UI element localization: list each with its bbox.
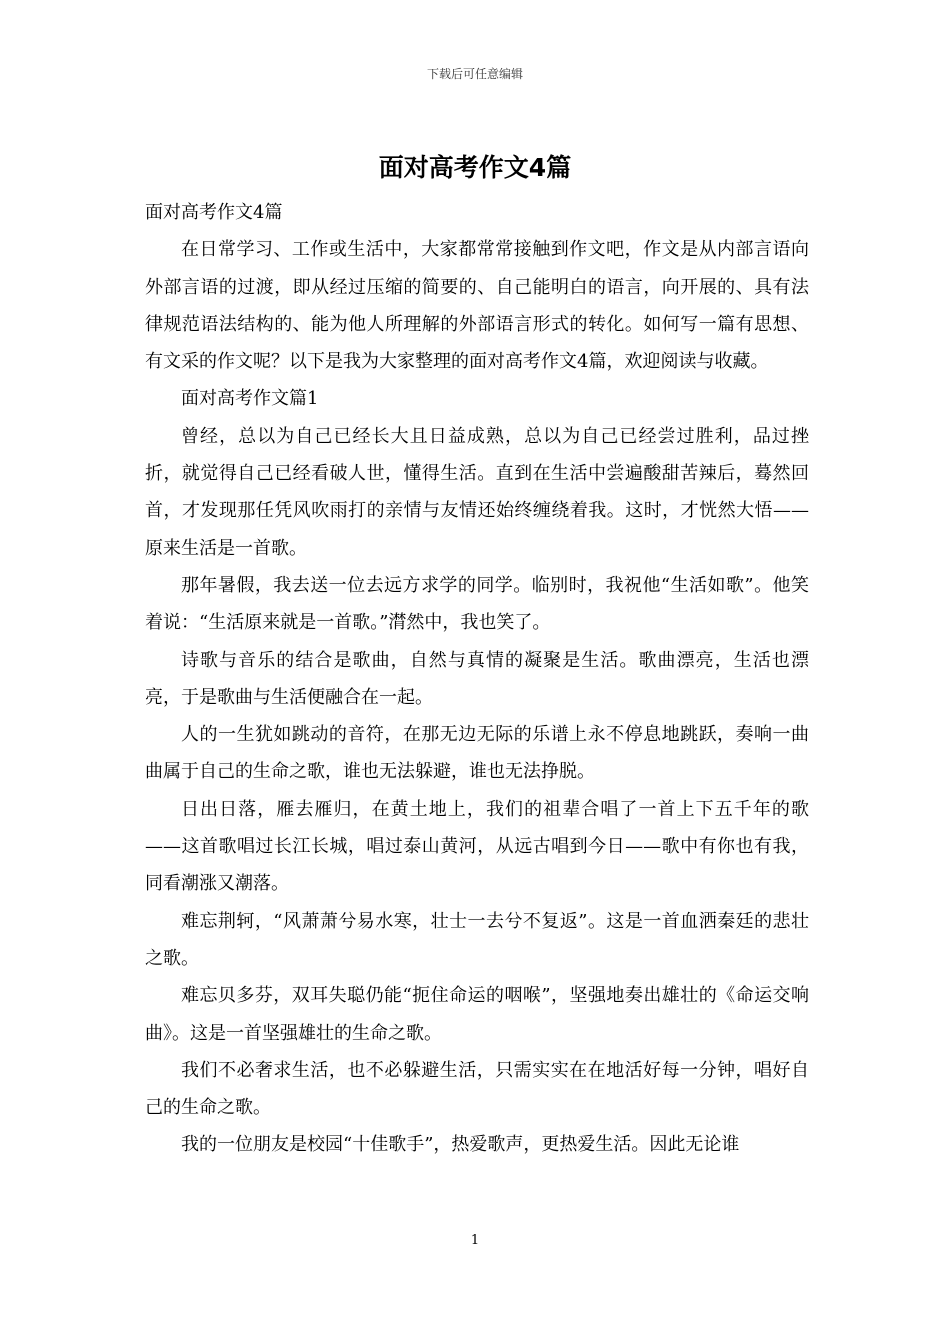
paragraph: 我们不必奢求生活，也不必躲避生活，只需实实在在地活好每一分钟，唱好自己的生命之歌。 — [145, 1059, 809, 1119]
document-body — [145, 194, 809, 1164]
document-title: 面对高考作文4篇 — [378, 153, 572, 182]
paragraph-subtitle: 面对高考作文4篇 — [145, 202, 283, 223]
paragraph-section-heading: 面对高考作文篇1 — [181, 388, 319, 410]
paragraph: 日出日落，雁去雁归，在黄土地上，我们的祖辈合唱了一首上下五千年的歌——这首歌唱过长江长城，唱过泰山黄河，从远古唱到今日——歌中有你也有我，同看潮涨又潮落。 — [145, 798, 809, 895]
paragraph: 难忘贝多芬，双耳失聪仍能“扼住命运的咽喉”，坚强地奏出雄壮的《命运交响曲》。这是一首坚强雄壮的生命之歌。 — [145, 985, 809, 1044]
paragraph: 诗歌与音乐的结合是歌曲，自然与真情的凝聚是生活。歌曲漂亮，生活也漂亮，于是歌曲与生活便融合在一起。 — [145, 649, 809, 708]
page-header: 下载后可任意编辑 — [426, 67, 523, 81]
paragraph: 难忘荆轲，“风萧萧兮易水寒，壮士一去兮不复返”。这是一首血洒秦廷的悲壮之歌。 — [145, 910, 809, 969]
paragraph: 人的一生犹如跳动的音符，在那无边无际的乐谱上永不停息地跳跃，奏响一曲曲属于自己的生命之歌，谁也无法躲避，谁也无法挣脱。 — [145, 724, 809, 783]
page-number: 1 — [470, 1233, 480, 1248]
paragraph: 我的一位朋友是校园“十佳歌手”，热爱歌声，更热爱生活。因此无论谁 — [181, 1134, 740, 1156]
paragraph: 曾经，总以为自己已经长大且日益成熟，总以为自己已经尝过胜利，品过挫折，就觉得自己已经看破人世，懂得生活。直到在生活中尝遍酸甜苦辣后，蓦然回首，才发现那任凭风吹雨打的亲情与友情还始终缠绕着我。这时，才恍然大悟——原来生活是一首歌。 — [145, 425, 809, 559]
paragraph: 那年暑假，我去送一位去远方求学的同学。临别时，我祝他“生活如歌”。他笑着说：“生活原来就是一首歌。”潸然中，我也笑了。 — [145, 574, 809, 634]
paragraph-intro: 在日常学习、工作或生活中，大家都常常接触到作文吧，作文是从内部言语向外部言语的过渡，即从经过压缩的简要的、自己能明白的语言，向开展的、具有法律规范语法结构的、能为他人所理解的外部语言形式的转化。如何写一篇有思想、有文采的作文呢？以下是我为大家整理的面对高考作文4篇，欢迎阅读与收藏。 — [145, 239, 809, 373]
